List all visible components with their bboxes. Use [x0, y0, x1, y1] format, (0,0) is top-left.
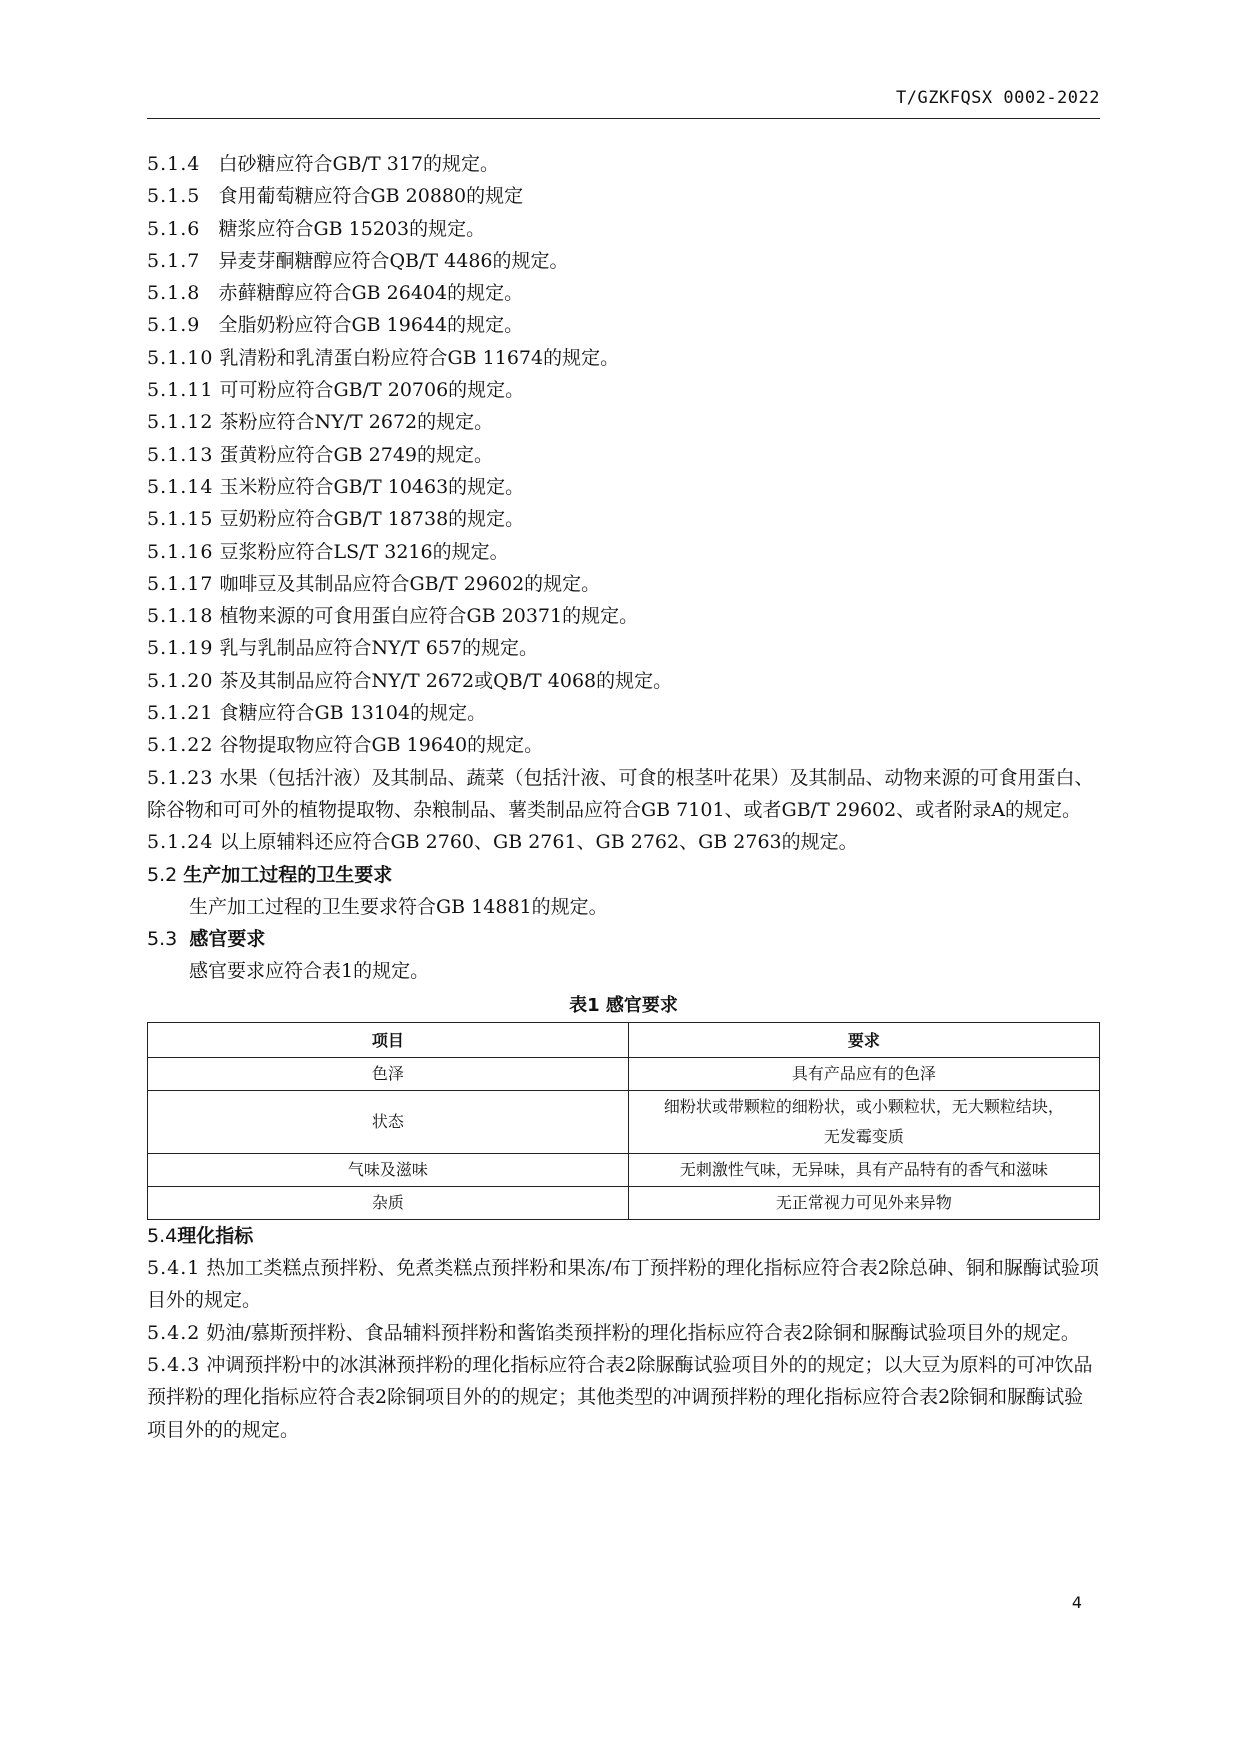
- list-item: 5.1.10 乳清粉和乳清蛋白粉应符合GB 11674的规定。: [147, 346, 620, 369]
- table-row: [148, 1090, 1100, 1153]
- list-item: 5.1.19 乳与乳制品应符合NY/T 657的规定。: [147, 637, 539, 660]
- list-item: 5.1.22 谷物提取物应符合GB 19640的规定。: [147, 734, 544, 757]
- list-item: 5.1.7 异麦芽酮糖醇应符合QB/T 4486的规定。: [147, 249, 569, 272]
- column-header: 项目: [148, 1022, 629, 1057]
- page-number: 4: [1071, 1593, 1082, 1612]
- list-item: 5.1.8 赤藓糖醇应符合GB 26404的规定。: [147, 282, 524, 305]
- raw-material-list: [147, 148, 1100, 762]
- list-item-multiline: 5.4.2 奶油/慕斯预拌粉、食品辅料预拌粉和酱馅类预拌粉的理化指标应符合表2除铜和脲酶试验项目外的规定。: [147, 1321, 1080, 1344]
- section-body: 感官要求应符合表1的规定。: [189, 960, 430, 983]
- list-item: 5.1.17 咖啡豆及其制品应符合GB/T 29602的规定。: [147, 572, 601, 595]
- list-item-multiline: 5.1.23 水果（包括汁液）及其制品、蔬菜（包括汁液、可食的根茎叶花果）及其制品、动物来源的可食用蛋白、除谷物和可可外的植物提取物、杂粮制品、薯类制品应符合GB 7101、或者GB/T 29602、或者附录A的规定。: [147, 766, 1094, 821]
- table-header-row: [148, 1022, 1100, 1057]
- section-body: 生产加工过程的卫生要求符合GB 14881的规定。: [189, 895, 608, 918]
- section-heading: 5.3 感官要求: [147, 928, 266, 951]
- list-item: 5.1.20 茶及其制品应符合NY/T 2672或QB/T 4068的规定。: [147, 669, 673, 692]
- list-item: 5.1.9 全脂奶粉应符合GB 19644的规定。: [147, 314, 524, 337]
- table-caption: 表1 感官要求: [569, 994, 678, 1016]
- list-item-multiline: 5.4.1 热加工类糕点预拌粉、免煮类糕点预拌粉和果冻/布丁预拌粉的理化指标应符合表2除总砷、铜和脲酶试验项目外的规定。: [147, 1257, 1099, 1312]
- table-cell: 色泽: [148, 1057, 629, 1090]
- standard-code: T/GZKFQSX 0002-2022: [896, 88, 1100, 108]
- table-cell: 细粉状或带颗粒的细粉状，或小颗粒状，无大颗粒结块， 无发霉变质: [628, 1090, 1099, 1153]
- table-cell: 无正常视力可见外来异物: [628, 1186, 1099, 1219]
- column-header: 要求: [628, 1022, 1099, 1057]
- list-item: 5.1.21 食糖应符合GB 13104的规定。: [147, 702, 487, 725]
- list-item: 5.1.14 玉米粉应符合GB/T 10463的规定。: [147, 475, 525, 498]
- list-item: 5.1.15 豆奶粉应符合GB/T 18738的规定。: [147, 508, 525, 531]
- section-heading: 5.4理化指标: [147, 1224, 254, 1247]
- table-cell: 无刺激性气味，无异味，具有产品特有的香气和滋味: [628, 1153, 1099, 1186]
- list-item: 5.1.12 茶粉应符合NY/T 2672的规定。: [147, 411, 494, 434]
- document-body: [147, 148, 1100, 1446]
- section-heading: 5.2 生产加工过程的卫生要求: [147, 863, 393, 886]
- table-cell: 具有产品应有的色泽: [628, 1057, 1099, 1090]
- list-item: 5.1.11 可可粉应符合GB/T 20706的规定。: [147, 379, 525, 402]
- table-cell: 气味及滋味: [148, 1153, 629, 1186]
- table-row: [148, 1057, 1100, 1090]
- table-row: [148, 1153, 1100, 1186]
- table-cell: 杂质: [148, 1186, 629, 1219]
- header-divider: [147, 118, 1100, 119]
- list-item: 5.1.4 白砂糖应符合GB/T 317的规定。: [147, 153, 500, 175]
- sensory-requirements-table: [147, 1022, 1100, 1220]
- list-item: 5.1.16 豆浆粉应符合LS/T 3216的规定。: [147, 540, 509, 563]
- list-item: 5.1.6 糖浆应符合GB 15203的规定。: [147, 217, 486, 240]
- list-item-multiline: 5.4.3 冲调预拌粉中的冰淇淋预拌粉的理化指标应符合表2除脲酶试验项目外的的规定；以大豆为原料的可冲饮品预拌粉的理化指标应符合表2除铜项目外的的规定；其他类型的冲调预拌粉的理化指标应符合表2除铜和脲酶试验项目外的的规定。: [147, 1353, 1093, 1441]
- list-item: 5.1.5 食用葡萄糖应符合GB 20880的规定: [147, 185, 524, 208]
- list-item: 5.1.13 蛋黄粉应符合GB 2749的规定。: [147, 443, 494, 466]
- list-item: 5.1.18 植物来源的可食用蛋白应符合GB 20371的规定。: [147, 605, 639, 628]
- list-item: 5.1.24 以上原辅料还应符合GB 2760、GB 2761、GB 2762、GB 2763的规定。: [147, 831, 858, 854]
- table-cell: 状态: [148, 1090, 629, 1153]
- table-row: [148, 1186, 1100, 1219]
